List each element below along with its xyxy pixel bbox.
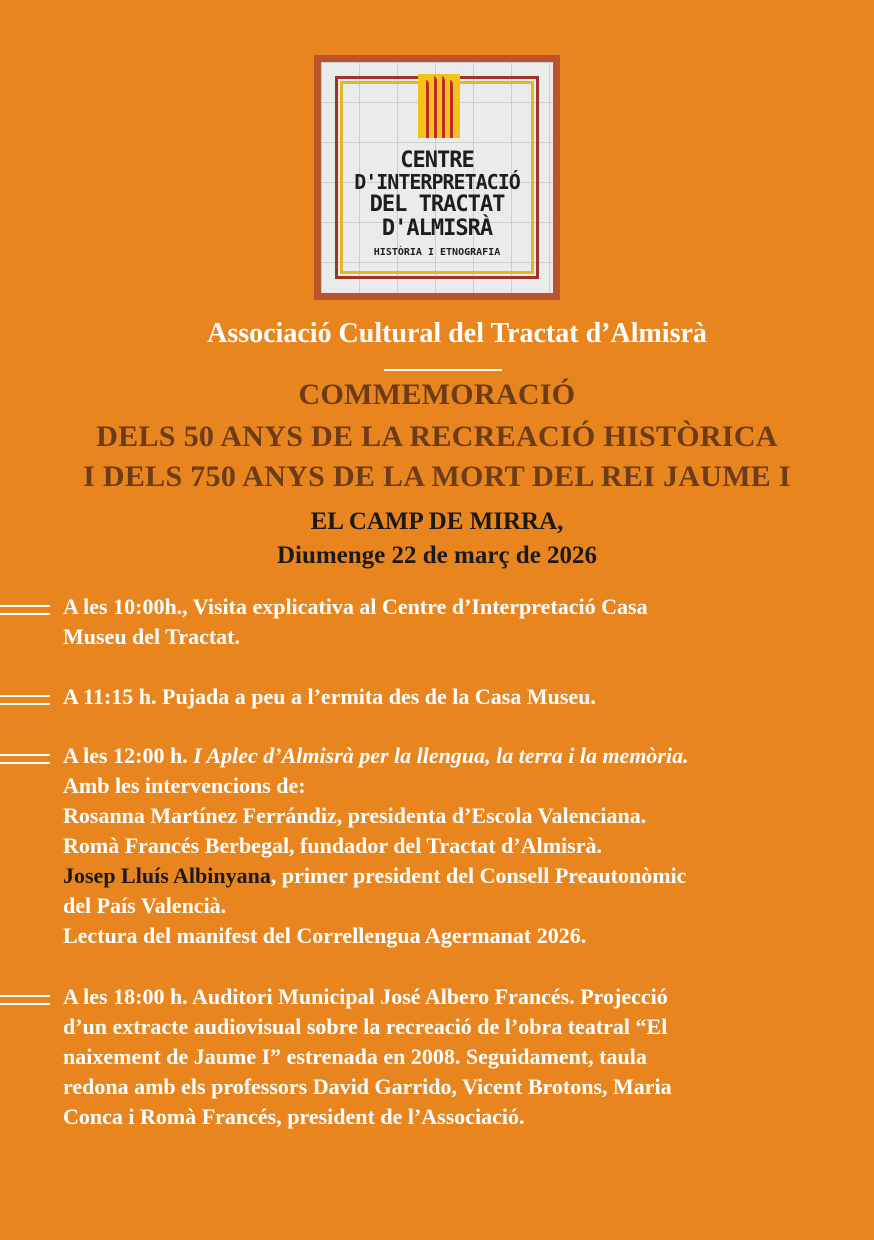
item-line: Lectura del manifest del Correllengua Agermanat 2026. (63, 923, 587, 948)
tile-panel (321, 62, 553, 293)
title-line-1: COMMEMORACIÓ (298, 378, 576, 411)
item-line: Museu del Tractat. (63, 624, 240, 649)
program-item-text (63, 741, 863, 951)
speaker-role: , primer president del Consell Preautonòmic (270, 863, 687, 888)
senyera-flag-icon (418, 74, 460, 138)
event-place: EL CAMP DE MIRRA, (310, 508, 564, 535)
item-line (63, 861, 863, 891)
item-line: redona amb els professors David Garrido, Vicent Brotons, Maria (63, 1074, 672, 1099)
item-line: Conca i Romà Francés, president de l’Associació. (63, 1104, 525, 1129)
logo-line-1: CENTRE (400, 148, 474, 173)
divider-rule (384, 369, 502, 371)
double-line-marker-icon (0, 754, 50, 764)
item-line: A les 18:00 h. Auditori Municipal José Albero Francés. Projecció (63, 984, 668, 1009)
title-line-3: I DELS 750 ANYS DE LA MORT DEL REI JAUME I (83, 460, 791, 493)
item-line: A les 10:00h., Visita explicativa al Centre d’Interpretació Casa (63, 594, 648, 619)
item-line: d’un extracte audiovisual sobre la recreació de l’obra teatral “El (63, 1014, 668, 1039)
title-line-2: DELS 50 ANYS DE LA RECREACIÓ HISTÒRICA (96, 420, 778, 453)
item-line (63, 741, 863, 771)
logo-line-3: DEL TRACTAT (369, 192, 505, 217)
double-line-marker-icon (0, 605, 50, 615)
speaker-name-highlight: Josep Lluís Albinyana (63, 863, 271, 888)
item-line: Amb les intervencions de: (63, 773, 306, 798)
double-line-marker-icon (0, 995, 50, 1005)
logo-line-2: D'INTERPRETACIÓ (354, 170, 520, 194)
item-line: del País Valencià. (63, 893, 227, 918)
double-line-marker-icon (0, 695, 50, 705)
program-item-text (63, 982, 863, 1132)
centre-logo-tile-sign (314, 55, 560, 300)
item-line: naixement de Jaume I” estrenada en 2008. Seguidament, taula (63, 1044, 647, 1069)
item-time: A les 12:00 h. (63, 743, 194, 768)
item-line: A 11:15 h. Pujada a peu a l’ermita des de la Casa Museu. (63, 684, 596, 709)
association-name: Associació Cultural del Tractat d’Almisrà (207, 318, 707, 349)
program-item-text (63, 682, 863, 712)
aplec-title: I Aplec d’Almisrà per la llengua, la terra i la memòria. (193, 743, 689, 768)
event-date: Diumenge 22 de març de 2026 (276, 542, 598, 569)
program-item-text (63, 592, 863, 652)
logo-line-5: HISTÒRIA I ETNOGRAFIA (373, 247, 501, 258)
logo-line-4: D'ALMISRÀ (381, 216, 493, 241)
item-line: Rosanna Martínez Ferrándiz, presidenta d’Escola Valenciana. (63, 803, 647, 828)
item-line: Romà Francés Berbegal, fundador del Tractat d’Almisrà. (63, 833, 602, 858)
